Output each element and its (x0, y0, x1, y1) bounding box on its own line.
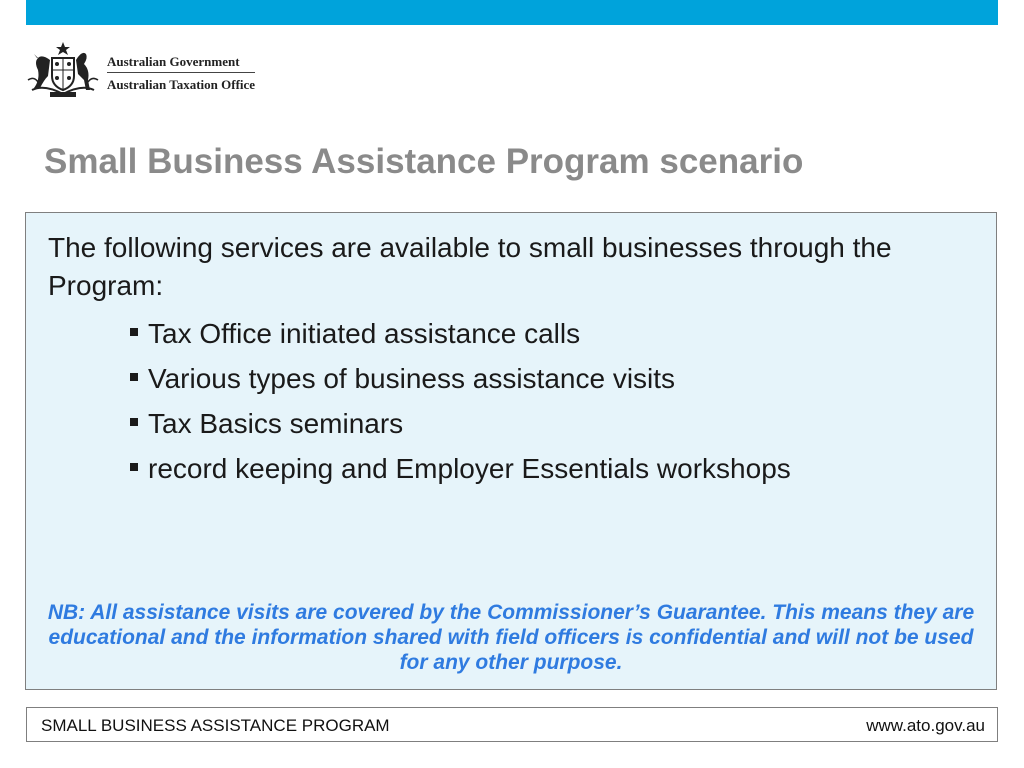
logo-divider (107, 72, 255, 73)
government-logo (24, 38, 264, 102)
list-item-text: Various types of business assistance visits (148, 363, 676, 394)
footer (26, 707, 998, 742)
footer-program-name: SMALL BUSINESS ASSISTANCE PROGRAM (41, 716, 390, 735)
footer-website-link[interactable]: www.ato.gov.au (866, 716, 985, 735)
services-list (130, 311, 791, 491)
bullet-square-icon (130, 373, 138, 381)
list-item (130, 401, 791, 446)
content-box (25, 212, 997, 690)
list-item-text: Tax Office initiated assistance calls (148, 318, 581, 349)
guarantee-note: NB: All assistance visits are covered by the Commissioner’s Guarantee. This means they are educational and the information shared with field officers is confidential and will not be used for any other purpose. (47, 601, 975, 674)
bullet-square-icon (130, 463, 138, 471)
list-item (130, 446, 791, 491)
bullet-square-icon (130, 328, 138, 336)
list-item-text: record keeping and Employer Essentials workshops (148, 453, 791, 484)
coat-of-arms-icon (24, 40, 102, 100)
logo-office-text: Australian Taxation Office (107, 77, 256, 92)
intro-text: The following services are available to small businesses through the Program: (48, 232, 892, 301)
list-item (130, 356, 791, 401)
bullet-square-icon (130, 418, 138, 426)
slide-title: Small Business Assistance Program scenario (44, 142, 804, 181)
list-item (130, 311, 791, 356)
top-accent-bar (26, 0, 998, 25)
logo-government-text: Australian Government (107, 54, 240, 69)
list-item-text: Tax Basics seminars (148, 408, 404, 439)
